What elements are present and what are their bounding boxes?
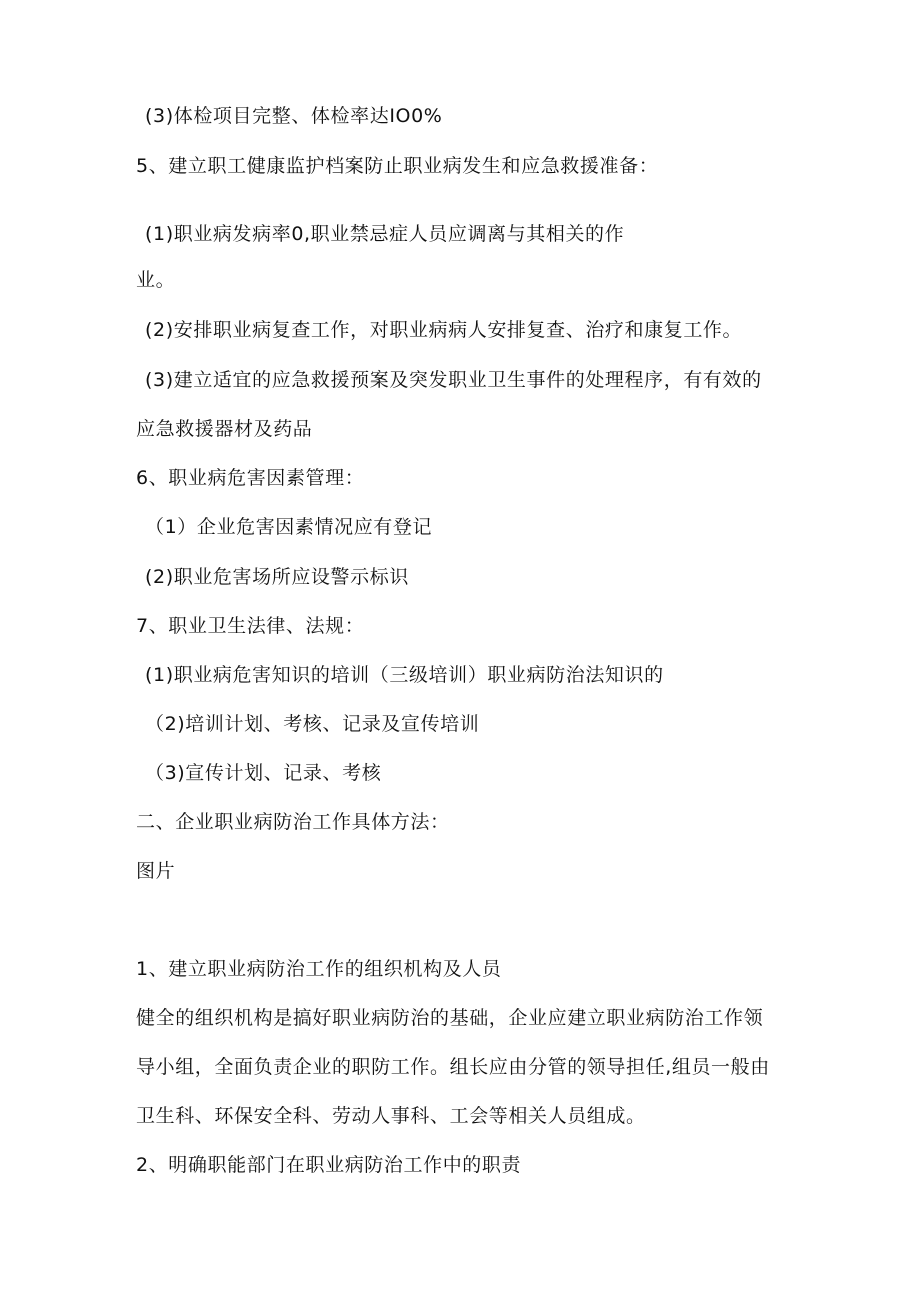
method-1-paragraph-line-1: 健全的组织机构是搞好职业病防治的基础，企业应建立职业病防治工作领: [136, 1007, 764, 1029]
part-2-heading: 二、企业职业病防治工作具体方法：: [136, 811, 450, 833]
item-1-continuation: 业。: [136, 269, 176, 291]
item-1-disease-rate: (1)职业病发病率0,职业禁忌症人员应调离与其相关的作: [145, 223, 625, 245]
item-3-continuation: 应急救援器材及药品: [136, 418, 313, 440]
item-2-recheck: (2)安排职业病复查工作，对职业病病人安排复查、治疗和康复工作。: [145, 319, 743, 341]
item-3-publicity-plan: （3)宣传计划、记录、考核: [145, 762, 382, 784]
method-1-heading: 1、建立职业病防治工作的组织机构及人员: [136, 958, 502, 980]
section-6-heading: 6、职业病危害因素管理：: [136, 467, 365, 489]
section-7-heading: 7、职业卫生法律、法规：: [136, 615, 365, 637]
item-1-training: (1)职业病危害知识的培训（三级培训）职业病防治法知识的: [145, 664, 664, 686]
method-1-paragraph-line-3: 卫生科、环保安全科、劳动人事科、工会等相关人员组成。: [136, 1105, 646, 1127]
item-3-emergency-plan: (3)建立适宜的应急救援预案及突发职业卫生事件的处理程序，有有效的: [145, 369, 762, 391]
item-1-hazard-registration: （1）企业危害因素情况应有登记: [145, 516, 433, 538]
method-1-paragraph-line-2: 导小组，全面负责企业的职防工作。组长应由分管的领导担任,组员一般由: [136, 1056, 770, 1078]
method-2-heading: 2、明确职能部门在职业病防治工作中的职责: [136, 1154, 522, 1176]
section-5-heading: 5、建立职工健康监护档案防止职业病发生和应急救援准备：: [136, 155, 659, 177]
image-placeholder-label: 图片: [136, 860, 176, 882]
item-3-exam-rate: (3)体检项目完整、体检率达IO0%: [145, 105, 443, 127]
item-2-training-plan: （2)培训计划、考核、记录及宣传培训: [145, 713, 480, 735]
item-2-warning-signs: (2)职业危害场所应设警示标识: [145, 566, 409, 588]
